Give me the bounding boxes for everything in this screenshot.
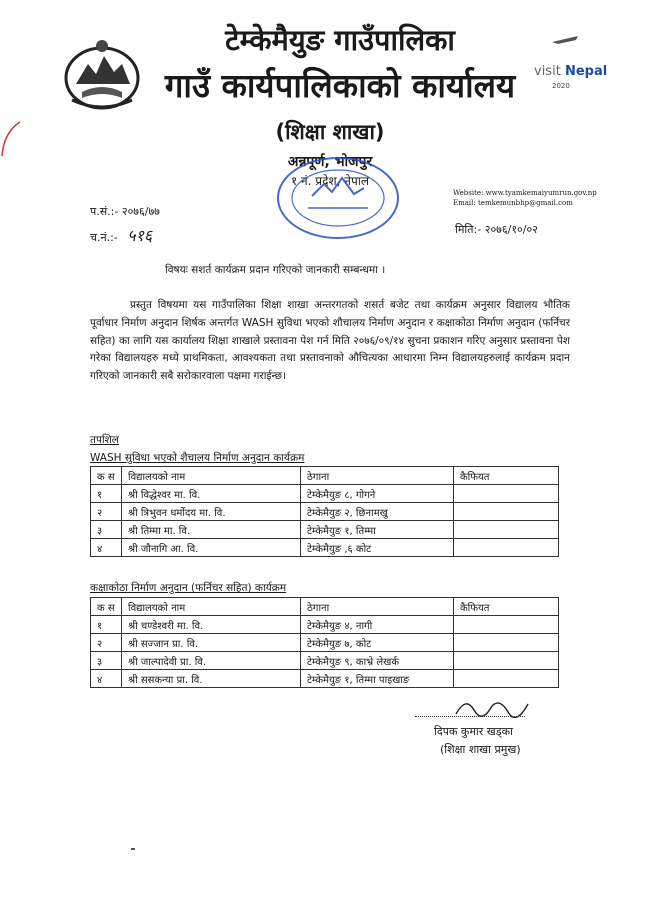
address-line2: १ नं. प्रदेश, नेपाल — [290, 174, 370, 188]
col-school: विद्यालयको नाम — [122, 598, 301, 616]
cell-address: टेम्केमैयुङ २, छिनामखु — [301, 503, 454, 521]
cell-sn: ३ — [91, 521, 122, 539]
email-text: Email: temkemunbhp@gmail.com — [453, 199, 573, 207]
col-address: ठेगाना — [301, 598, 454, 616]
cell-sn: १ — [91, 485, 122, 503]
cell-school: श्री सज्जान प्रा. वि. — [122, 634, 301, 652]
table-header-row — [91, 467, 559, 485]
dispatch-number — [90, 224, 152, 246]
col-remarks: कैफियत — [454, 598, 559, 616]
table-row — [91, 616, 559, 634]
government-emblem — [62, 34, 142, 114]
table-row — [91, 670, 559, 688]
wash-program-table — [90, 466, 559, 557]
table-row — [91, 634, 559, 652]
cell-sn: २ — [91, 634, 122, 652]
table-row — [91, 485, 559, 503]
letter-number-label: प.सं.:- — [90, 205, 119, 218]
cell-sn: ४ — [91, 539, 122, 557]
office-name: गाउँ कार्यपालिकाको कार्यालय — [164, 66, 516, 105]
signatory-name: दिपक कुमार खड्का — [434, 725, 513, 738]
cell-remarks — [454, 485, 559, 503]
cell-sn: ४ — [91, 670, 122, 688]
cell-remarks — [454, 521, 559, 539]
official-stamp — [272, 152, 404, 244]
body-paragraph: प्रस्तुत विषयमा यस गाउँपालिका शिक्षा शाखा अन्तरगतको शसर्त बजेट तथा कार्यक्रम अनुसार विद्यालय भौतिक पूर्वाधार निर्माण अनुदान शिर्षक अन्तर्गत WASH सुविधा भएको शौचालय निर्माण अनुदान र कक्षाकोठा निर्माण अनुदान (फर्निचर सहित) का लागि यस कार्यालय शिक्षा शाखाले प्रस्तावना पेश गर्न मिति २०७६/०९/१४ सुचना प्रकाशन गरिए अनुसार प्रस्तावना पेश गरेका विद्यालयहरु मध्ये प्राथमिकता, आवश्यकता तथा प्रस्तावनाको औचित्यका आधारमा निम्न विद्यालयहरुलाई कार्यक्रम प्रदान गरिएको जानकारी सबै सरोकारवाला पक्षमा गराईन्छ। — [90, 299, 570, 383]
cell-address: टेम्केमैयुङ ७, कोट — [301, 634, 454, 652]
table2-title: कक्षाकोठा निर्माण अनुदान (फर्निचर सहित) कार्यक्रम — [90, 582, 287, 594]
cell-remarks — [454, 670, 559, 688]
visit-nepal-logo — [530, 30, 620, 92]
details-heading: तपशिल — [90, 434, 119, 446]
date-label: मिति:- — [455, 223, 482, 236]
municipality-name: टेम्केमैयुङ गाउँपालिका — [225, 23, 455, 57]
col-school: विद्यालयको नाम — [122, 467, 301, 485]
table-row — [91, 652, 559, 670]
col-sn: क स — [91, 598, 122, 616]
col-sn: क स — [91, 467, 122, 485]
plane-icon — [550, 32, 580, 46]
table-row — [91, 539, 559, 557]
cell-remarks — [454, 634, 559, 652]
visit-nepal-text: visit Nepal — [534, 64, 608, 79]
table-row — [91, 521, 559, 539]
table-header-row — [91, 598, 559, 616]
letter-number-value: २०७६/७७ — [121, 205, 160, 218]
cell-address: टेम्केमैयुङ ,६ कोट — [301, 539, 454, 557]
cell-school: श्री जौनागि आ. वि. — [122, 539, 301, 557]
cell-school: श्री विद्धेश्वर मा. वि. — [122, 485, 301, 503]
letter-number — [90, 204, 160, 219]
table-row — [91, 503, 559, 521]
subject-line: विषयः सशर्त कार्यक्रम प्रदान गरिएको जानकारी सम्बन्धमा । — [165, 264, 386, 276]
dispatch-number-label: च.नं.:- — [90, 231, 118, 244]
cell-school: श्री ससकन्या प्रा. वि. — [122, 670, 301, 688]
handwritten-signature — [452, 692, 532, 722]
col-remarks: कैफियत — [454, 467, 559, 485]
cell-remarks — [454, 652, 559, 670]
signature-line — [415, 716, 525, 717]
cell-school: श्री त्रिभुवन धर्मोदय मा. वि. — [122, 503, 301, 521]
cell-remarks — [454, 616, 559, 634]
cell-address: टेम्केमैयुङ १, तिम्मा पाइखाङ — [301, 670, 454, 688]
cell-remarks — [454, 503, 559, 521]
cell-school: श्री जाल्पादेवी प्रा. वि. — [122, 652, 301, 670]
letter-body — [90, 297, 570, 386]
visit-nepal-year: 2020 — [552, 82, 570, 90]
cell-remarks — [454, 539, 559, 557]
cell-sn: १ — [91, 616, 122, 634]
cell-address: टेम्केमैयुङ ४, नागी — [301, 616, 454, 634]
cell-address: टेम्केमैयुङ १, तिम्मा — [301, 521, 454, 539]
cell-address: टेम्केमैयुङ ८, गोगने — [301, 485, 454, 503]
margin-mark — [0, 118, 22, 158]
branch-name: (शिक्षा शाखा) — [275, 120, 385, 144]
classroom-program-table — [90, 597, 559, 688]
scan-speck — [131, 848, 135, 850]
cell-school: श्री चण्डेश्वरी मा. वि. — [122, 616, 301, 634]
letter-date — [455, 222, 538, 237]
address-line1: अन्नपूर्ण, भोजपुर — [287, 154, 373, 170]
table1-title: WASH सुविधा भएको शैचालय निर्माण अनुदान कार्यक्रम — [90, 452, 305, 464]
cell-sn: ३ — [91, 652, 122, 670]
contact-info — [453, 188, 597, 208]
col-address: ठेगाना — [301, 467, 454, 485]
dispatch-number-value: ५१६ — [127, 226, 153, 245]
website-text: Website: www.tyamkemaiyumrun.gov.np — [453, 189, 597, 197]
cell-school: श्री तिम्मा मा. वि. — [122, 521, 301, 539]
cell-address: टेम्केमैयुङ ९, काभ्रे लेखर्क — [301, 652, 454, 670]
signatory-designation: (शिक्षा शाखा प्रमुख) — [440, 743, 521, 756]
date-value: २०७६/१०/०२ — [484, 223, 538, 236]
cell-sn: २ — [91, 503, 122, 521]
